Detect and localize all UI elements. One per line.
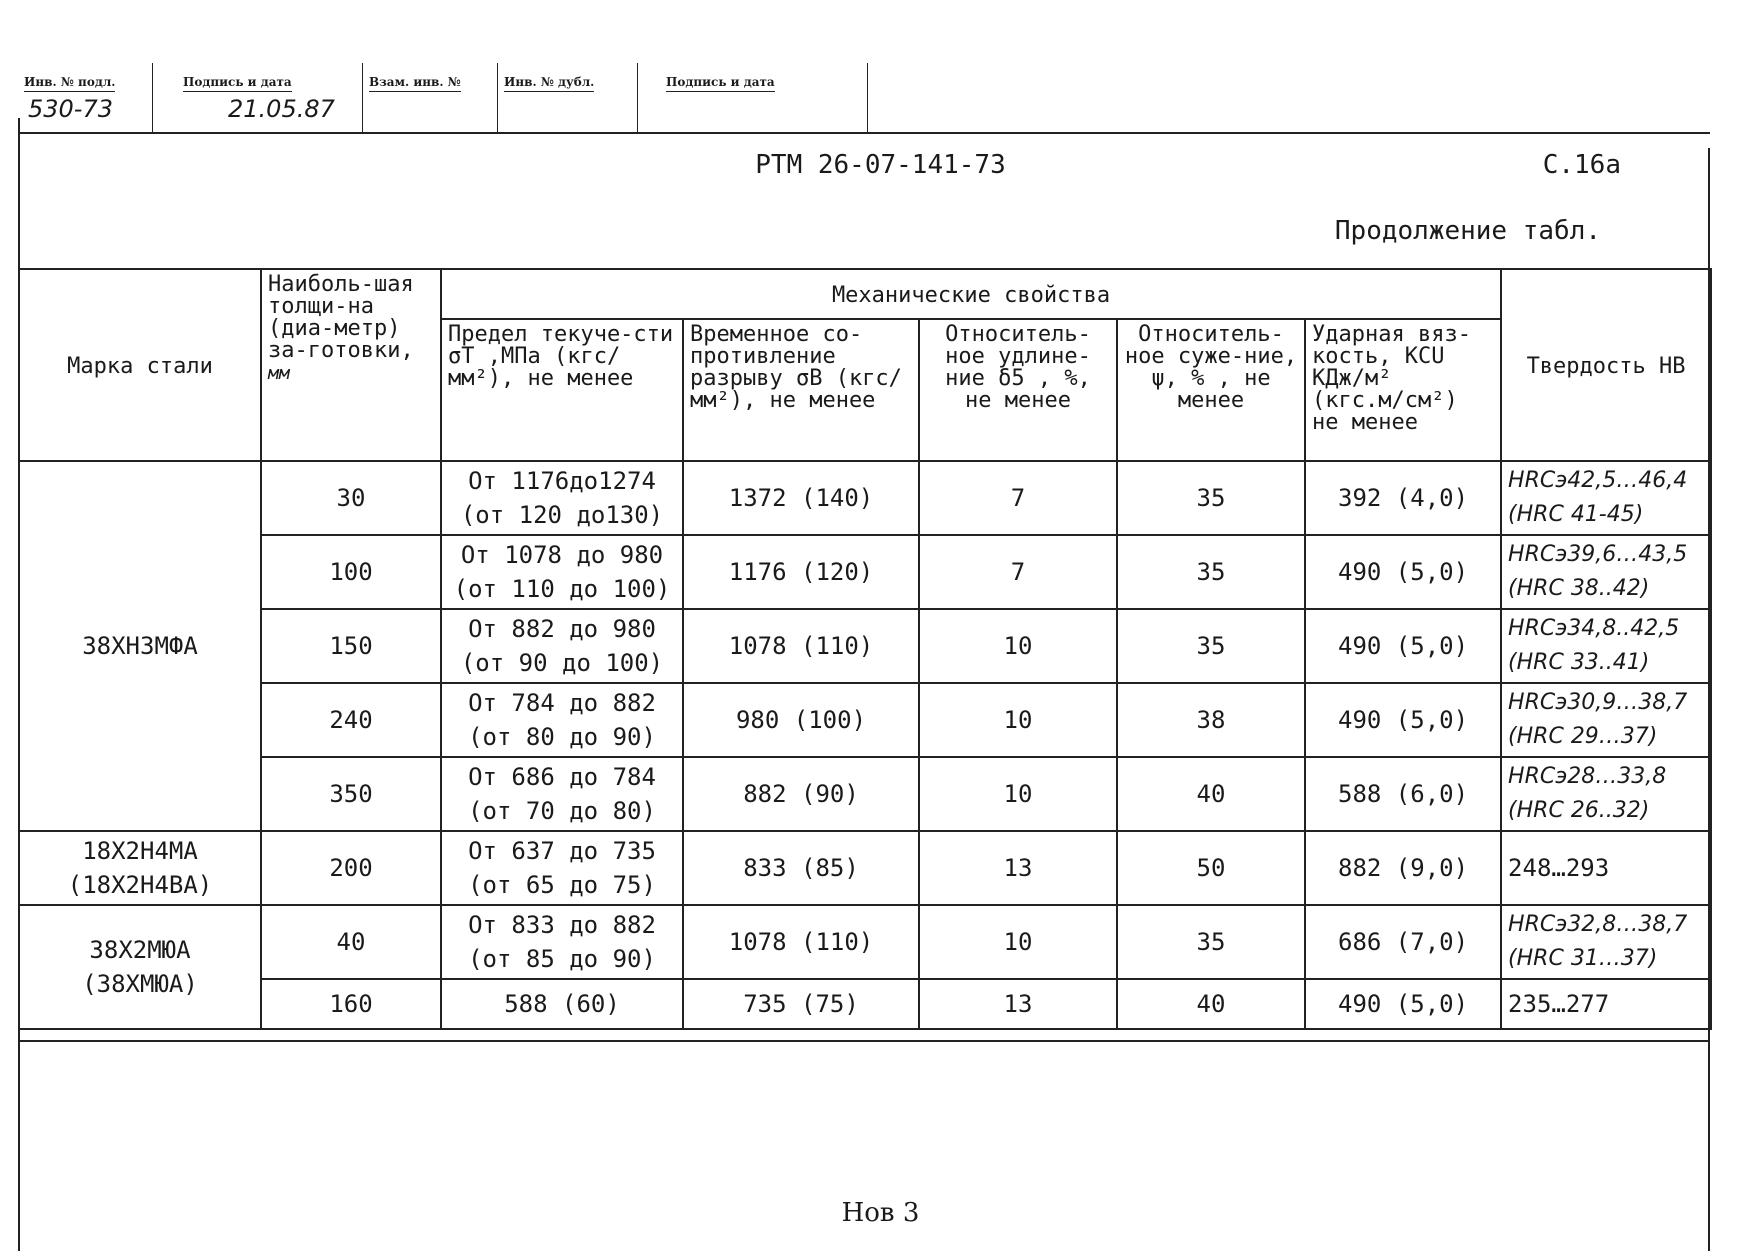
table-continuation-label: Продолжение табл. (1334, 216, 1601, 246)
cell-tensile: 1176 (120) (683, 535, 919, 609)
cell-reduction: 35 (1117, 905, 1305, 979)
cell-tensile: 980 (100) (683, 683, 919, 757)
stamp-header: Подпись и дата (183, 75, 292, 92)
cell-reduction: 40 (1117, 979, 1305, 1029)
cell-hardness: HRCэ39,6…43,5 (HRC 38..42) (1501, 535, 1711, 609)
cell-hardness: HRCэ42,5…46,4 (HRC 41-45) (1501, 461, 1711, 535)
cell-hardness: HRCэ32,8…38,7 (HRC 31…37) (1501, 905, 1711, 979)
cell-hardness: HRCэ28…33,8 (HRC 26..32) (1501, 757, 1711, 831)
cell-impact: 588 (6,0) (1305, 757, 1501, 831)
header-tensile-strength: Временное со-противление разрыву σB (кгс/мм²), не менее (683, 319, 919, 461)
stamp-header: Подпись и дата (666, 75, 775, 92)
cell-impact: 490 (5,0) (1305, 609, 1501, 683)
cell-tensile: 735 (75) (683, 979, 919, 1029)
cell-thickness: 350 (261, 757, 441, 831)
table-row (19, 757, 1711, 831)
header-mechanical-properties: Механические свойства (441, 269, 1501, 319)
cell-yield: От 784 до 882 (от 80 до 90) (441, 683, 683, 757)
cell-hardness: HRCэ34,8..42,5 (HRC 33..41) (1501, 609, 1711, 683)
cell-impact: 392 (4,0) (1305, 461, 1501, 535)
table-row (19, 831, 1711, 905)
table-row (19, 979, 1711, 1029)
cell-tensile: 833 (85) (683, 831, 919, 905)
header-thickness (261, 269, 441, 461)
cell-yield: От 833 до 882 (от 85 до 90) (441, 905, 683, 979)
stamp-cell-replacement (363, 63, 498, 133)
cell-impact: 490 (5,0) (1305, 683, 1501, 757)
cell-thickness: 40 (261, 905, 441, 979)
stamp-value: 21.05.87 (228, 95, 335, 123)
cell-reduction: 50 (1117, 831, 1305, 905)
header-reduction: Относитель-ное суже-ние, ψ, % , не менее (1117, 319, 1305, 461)
table-header-row (19, 269, 1711, 319)
table-row (19, 905, 1711, 979)
stamp-header: Взам. инв. № (369, 75, 461, 92)
cell-tensile: 1372 (140) (683, 461, 919, 535)
cell-thickness: 100 (261, 535, 441, 609)
cell-tensile: 1078 (110) (683, 905, 919, 979)
cell-thickness: 30 (261, 461, 441, 535)
cell-elongation: 10 (919, 683, 1117, 757)
cell-hardness: 248…293 (1501, 831, 1711, 905)
cell-yield: От 686 до 784 (от 70 до 80) (441, 757, 683, 831)
cell-reduction: 35 (1117, 535, 1305, 609)
cell-reduction: 38 (1117, 683, 1305, 757)
cell-yield: От 637 до 735 (от 65 до 75) (441, 831, 683, 905)
cell-thickness: 160 (261, 979, 441, 1029)
page-number: С.16а (1542, 150, 1621, 180)
header-hardness: Твердость НВ (1501, 269, 1711, 461)
cell-grade: 38ХН3МФА (19, 461, 261, 831)
cell-impact: 490 (5,0) (1305, 535, 1501, 609)
stamp-value: 530-73 (28, 95, 114, 123)
cell-elongation: 7 (919, 461, 1117, 535)
cell-thickness: 240 (261, 683, 441, 757)
header-thickness-unit: мм (268, 363, 290, 384)
cell-grade: 38Х2МЮА (38ХМЮА) (19, 905, 261, 1029)
header-thickness-label: Наиболь-шая толщи-на (диа-метр) за-готовки, (268, 272, 414, 363)
cell-hardness: HRCэ30,9…38,7 (HRC 29…37) (1501, 683, 1711, 757)
cell-yield: 588 (60) (441, 979, 683, 1029)
cell-elongation: 7 (919, 535, 1117, 609)
cell-impact: 686 (7,0) (1305, 905, 1501, 979)
stamp-cell-duplicate (498, 63, 638, 133)
stamp-header: Инв. № подл. (24, 75, 115, 92)
steel-properties-table (18, 268, 1712, 1030)
footer-note: Нов 3 (841, 1198, 920, 1228)
header-grade: Марка стали (19, 269, 261, 461)
cell-elongation: 10 (919, 609, 1117, 683)
header-yield-strength: Предел текуче-сти σT ,MПа (кгс/мм²), не менее (441, 319, 683, 461)
stamp-cell-signature-date (153, 63, 363, 133)
cell-elongation: 10 (919, 757, 1117, 831)
table-row (19, 535, 1711, 609)
table-bottom-border (18, 1040, 1710, 1042)
document-code: РТМ 26-07-141-73 (755, 150, 1006, 180)
cell-yield: От 1176до1274 (от 120 до130) (441, 461, 683, 535)
cell-thickness: 150 (261, 609, 441, 683)
cell-elongation: 10 (919, 905, 1117, 979)
cell-elongation: 13 (919, 979, 1117, 1029)
cell-reduction: 35 (1117, 461, 1305, 535)
cell-tensile: 1078 (110) (683, 609, 919, 683)
stamp-cell-signature-date-2 (638, 63, 868, 133)
cell-elongation: 13 (919, 831, 1117, 905)
header-elongation: Относитель-ное удлине-ние δ5 , %, не менее (919, 319, 1117, 461)
stamp-cell-inventory (18, 63, 153, 133)
table-row (19, 683, 1711, 757)
cell-thickness: 200 (261, 831, 441, 905)
cell-hardness: 235…277 (1501, 979, 1711, 1029)
cell-reduction: 40 (1117, 757, 1305, 831)
cell-impact: 882 (9,0) (1305, 831, 1501, 905)
table-row (19, 461, 1711, 535)
cell-yield: От 882 до 980 (от 90 до 100) (441, 609, 683, 683)
header-impact-toughness: Ударная вяз-кость, KCU КДж/м² (кгс.м/см²) не менее (1305, 319, 1501, 461)
stamp-header: Инв. № дубл. (504, 75, 594, 92)
cell-grade: 18Х2Н4МА (18Х2Н4ВА) (19, 831, 261, 905)
cell-reduction: 35 (1117, 609, 1305, 683)
table-row (19, 609, 1711, 683)
cell-yield: От 1078 до 980 (от 110 до 100) (441, 535, 683, 609)
cell-tensile: 882 (90) (683, 757, 919, 831)
cell-impact: 490 (5,0) (1305, 979, 1501, 1029)
